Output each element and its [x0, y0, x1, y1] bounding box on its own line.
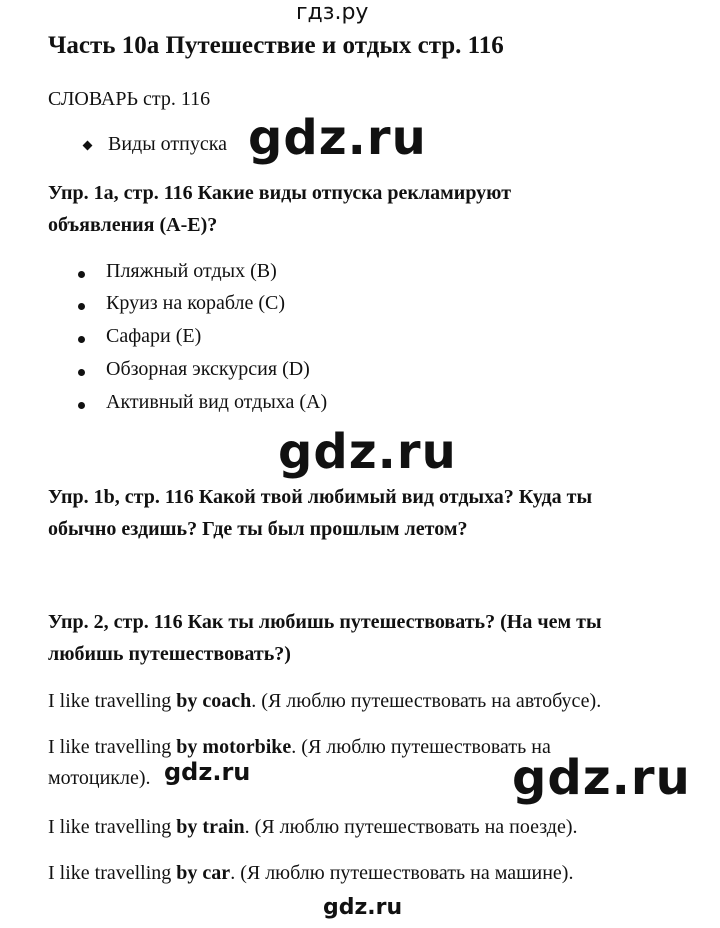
diamond-bullet-icon — [83, 141, 93, 151]
answer-line: I like travelling by coach. (Я люблю путешествовать на автобусе). — [48, 690, 602, 712]
dictionary-heading: СЛОВАРЬ стр. 116 — [48, 88, 211, 110]
bullet-icon — [78, 271, 85, 278]
list-item: Обзорная экскурсия (D) — [106, 358, 310, 380]
answer-line: I like travelling by car. (Я люблю путешествовать на машине). — [48, 862, 574, 884]
dictionary-item: Виды отпуска — [108, 133, 228, 155]
answer-line: I like travelling by train. (Я люблю путешествовать на поезде). — [48, 816, 578, 838]
watermark-big-1: gdz.ru — [248, 110, 427, 166]
ex1b-heading-line1: Упр. 1b, стр. 116 Какой твой любимый вид отдыха? Куда ты — [48, 486, 593, 508]
answer-line-continuation: мотоцикле). — [48, 767, 151, 789]
watermark-top: гдз.ру — [296, 0, 369, 25]
bullet-icon — [78, 303, 85, 310]
watermark-big-3: gdz.ru — [512, 750, 691, 806]
ex1b-heading-line2: обычно ездишь? Где ты был прошлым летом? — [48, 518, 468, 540]
bullet-icon — [78, 402, 85, 409]
ex1a-heading-line2: объявления (А-Е)? — [48, 214, 218, 236]
bullet-icon — [78, 369, 85, 376]
list-item: Пляжный отдых (В) — [106, 260, 277, 282]
watermark-small-1: gdz.ru — [164, 758, 251, 786]
ex2-heading-line1: Упр. 2, стр. 116 Как ты любишь путешествовать? (На чем ты — [48, 611, 602, 633]
list-item: Активный вид отдыха (А) — [106, 391, 328, 413]
page-title: Часть 10а Путешествие и отдых стр. 116 — [48, 32, 504, 59]
list-item: Сафари (Е) — [106, 325, 202, 347]
watermark-big-2: gdz.ru — [278, 424, 457, 480]
ex2-heading-line2: любишь путешествовать?) — [48, 643, 291, 665]
watermark-bottom: gdz.ru — [323, 895, 403, 920]
ex1a-heading-line1: Упр. 1а, стр. 116 Какие виды отпуска рекламируют — [48, 182, 512, 204]
list-item: Круиз на корабле (С) — [106, 292, 286, 314]
answer-line: I like travelling by motorbike. (Я люблю путешествовать на — [48, 736, 551, 758]
bullet-icon — [78, 336, 85, 343]
